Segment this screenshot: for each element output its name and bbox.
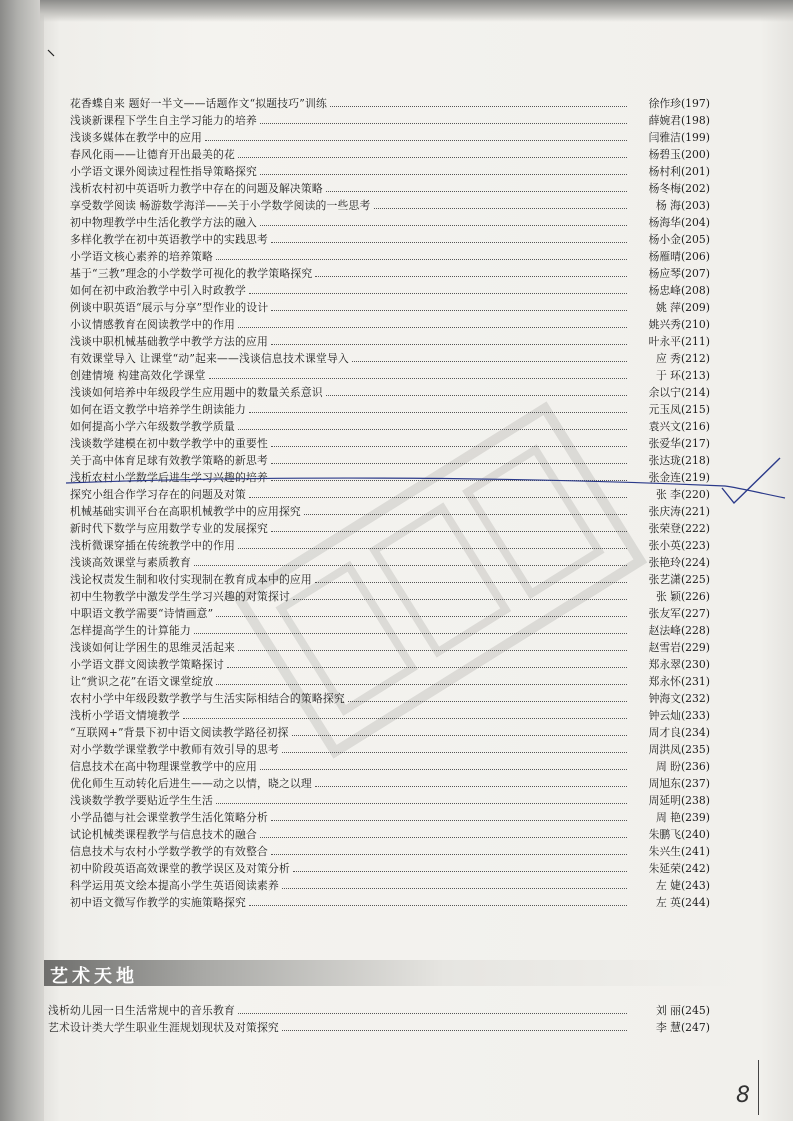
dot-leader (348, 690, 627, 702)
toc-entry (70, 673, 710, 690)
dot-leader (282, 741, 627, 753)
dot-leader (293, 860, 627, 872)
entry-title: 如何在初中政治教学中引入时政教学 (70, 284, 246, 297)
toc-entry (70, 724, 710, 741)
dot-leader (216, 605, 627, 617)
entry-author-page: 杨 海(203) (655, 199, 710, 212)
dot-leader (260, 163, 627, 175)
entry-title: 小学语文课外阅读过程性指导策略探究 (70, 165, 257, 178)
entry-title: 浅论权责发生制和收付实现制在教育成本中的应用 (70, 573, 312, 586)
entry-title: 信息技术在高中物理课堂教学中的应用 (70, 760, 257, 773)
toc-entry (70, 435, 710, 452)
entry-title: 怎样提高学生的计算能力 (70, 624, 191, 637)
toc-entry (70, 367, 710, 384)
toc-entry (70, 758, 710, 775)
entry-title: “互联网+”背景下初中语文阅读教学路径初探 (70, 726, 289, 739)
dot-leader (183, 707, 627, 719)
entry-title: 艺术设计类大学生职业生涯规划现状及对策探究 (48, 1021, 279, 1034)
section-header-art (44, 960, 764, 986)
toc-entry (70, 571, 710, 588)
entry-author-page: 杨忠峰(208) (648, 284, 710, 297)
dot-leader (315, 775, 627, 787)
entry-author-page: 朱兴生(241) (648, 845, 710, 858)
entry-title: 初中物理教学中生活化教学方法的融入 (70, 216, 257, 229)
entry-title: 优化师生互动转化后进生——动之以情，晓之以理 (70, 777, 312, 790)
dot-leader (216, 792, 627, 804)
toc-entry (70, 401, 710, 418)
entry-author-page: 杨冬梅(202) (648, 182, 710, 195)
entry-title: 花香蝶自来 题好一半文——话题作文“拟题技巧”训练 (70, 97, 328, 110)
toc-entry (70, 197, 710, 214)
entry-title: 浅析农村初中英语听力教学中存在的问题及解决策略 (70, 182, 323, 195)
entry-title: 春风化雨——让德育开出最美的花 (70, 148, 235, 161)
entry-title: 浅谈高效课堂与素质教育 (70, 556, 191, 569)
entry-author-page: 张 颖(226) (655, 590, 710, 603)
entry-title: 农村小学中年级段数学教学与生活实际相结合的策略探究 (70, 692, 345, 705)
dot-leader (271, 435, 627, 447)
book-binding-shadow (0, 0, 44, 1121)
entry-title: 浅谈如何让学困生的思维灵活起来 (70, 641, 235, 654)
toc-entry (70, 452, 710, 469)
toc-entry (70, 129, 710, 146)
dot-leader (260, 112, 627, 124)
entry-title: 浅析幼儿园一日生活常规中的音乐教育 (48, 1004, 235, 1017)
dot-leader (271, 299, 627, 311)
toc-entry (48, 1002, 710, 1019)
dot-leader (271, 231, 627, 243)
toc-entry (70, 707, 710, 724)
dot-leader (249, 282, 627, 294)
toc-entry (70, 384, 710, 401)
dot-leader (260, 826, 627, 838)
toc-entry (70, 180, 710, 197)
dot-leader (205, 129, 627, 141)
entry-author-page: 张艺潇(225) (648, 573, 710, 586)
entry-author-page: 郑永翠(230) (648, 658, 710, 671)
toc-entry (70, 656, 710, 673)
dot-leader (326, 384, 627, 396)
entry-title: 如何在语文教学中培养学生朗读能力 (70, 403, 246, 416)
entry-author-page: 余以宁(214) (648, 386, 710, 399)
table-of-contents (70, 95, 710, 911)
entry-title: 让“赏识之花”在语文课堂绽放 (70, 675, 214, 688)
dot-leader (209, 367, 627, 379)
toc-entry (70, 605, 710, 622)
toc-entry (70, 350, 710, 367)
toc-entry (70, 469, 710, 486)
entry-author-page: 张小英(223) (648, 539, 710, 552)
entry-author-page: 杨应琴(207) (648, 267, 710, 280)
entry-title: 初中生物教学中激发学生学习兴趣的对策探讨 (70, 590, 290, 603)
toc-entry (70, 316, 710, 333)
dot-leader (271, 452, 627, 464)
dot-leader (260, 214, 627, 226)
entry-author-page: 周才良(234) (648, 726, 710, 739)
entry-author-page: 张爱华(217) (648, 437, 710, 450)
entry-title: 例谈中职英语“展示与分享”型作业的设计 (70, 301, 269, 314)
entry-author-page: 杨小金(205) (648, 233, 710, 246)
entry-author-page: 郑永怀(231) (648, 675, 710, 688)
dot-leader (282, 877, 627, 889)
toc-entry (48, 1019, 710, 1036)
toc-entry (70, 265, 710, 282)
entry-author-page: 闫雅洁(199) (648, 131, 710, 144)
entry-title: 试论机械类课程教学与信息技术的融合 (70, 828, 257, 841)
entry-title: 中职语文教学需要“诗情画意” (70, 607, 214, 620)
entry-title: 探究小组合作学习存在的问题及对策 (70, 488, 246, 501)
toc-entry (70, 95, 710, 112)
entry-title: 浅谈数学建模在初中数学教学中的重要性 (70, 437, 268, 450)
entry-title: 浅谈数学教学要贴近学生生活 (70, 794, 213, 807)
toc-entry (70, 639, 710, 656)
dot-leader (292, 724, 627, 736)
table-of-contents-art (48, 1002, 710, 1036)
entry-title: 小学语文群文阅读教学策略探讨 (70, 658, 224, 671)
entry-author-page: 朱延荣(242) (648, 862, 710, 875)
entry-author-page: 钟云灿(233) (648, 709, 710, 722)
toc-entry (70, 775, 710, 792)
dot-leader (293, 588, 627, 600)
entry-title: 新时代下数学与应用数学专业的发展探究 (70, 522, 268, 535)
section-title: 艺术天地 (50, 966, 138, 987)
dot-leader (330, 95, 627, 107)
toc-entry (70, 826, 710, 843)
dot-leader (374, 197, 627, 209)
dot-leader (238, 1002, 627, 1014)
dot-leader (249, 486, 627, 498)
entry-title: 浅谈多媒体在教学中的应用 (70, 131, 202, 144)
entry-author-page: 张艳玲(224) (648, 556, 710, 569)
dot-leader (304, 503, 627, 515)
toc-entry (70, 248, 710, 265)
dot-leader (216, 248, 627, 260)
dot-leader (238, 418, 627, 430)
toc-entry (70, 282, 710, 299)
dot-leader (238, 146, 627, 158)
dot-leader (271, 809, 627, 821)
dot-leader (194, 554, 627, 566)
entry-author-page: 刘 丽(245) (655, 1004, 710, 1017)
entry-author-page: 周延明(238) (648, 794, 710, 807)
toc-entry (70, 112, 710, 129)
dot-leader (326, 180, 627, 192)
toc-entry (70, 894, 710, 911)
entry-title: 浅析农村小学数学后进生学习兴趣的培养 (70, 471, 268, 484)
dot-leader (194, 622, 627, 634)
entry-title: 关于高中体育足球有效教学策略的新思考 (70, 454, 268, 467)
toc-entry (70, 537, 710, 554)
toc-entry (70, 554, 710, 571)
toc-entry (70, 503, 710, 520)
entry-author-page: 左 英(244) (655, 896, 710, 909)
entry-author-page: 赵雪岩(229) (648, 641, 710, 654)
entry-title: 浅析微课穿插在传统教学中的作用 (70, 539, 235, 552)
toc-entry (70, 163, 710, 180)
entry-author-page: 周旭东(237) (648, 777, 710, 790)
dot-leader (271, 469, 627, 481)
dot-leader (238, 316, 627, 328)
entry-title: 浅析小学语文情境教学 (70, 709, 180, 722)
dot-leader (238, 537, 627, 549)
entry-author-page: 徐作珍(197) (648, 97, 710, 110)
dot-leader (227, 656, 627, 668)
entry-author-page: 于 环(213) (655, 369, 710, 382)
toc-entry (70, 520, 710, 537)
toc-entry (70, 792, 710, 809)
dot-leader (249, 894, 627, 906)
toc-entry (70, 843, 710, 860)
entry-author-page: 应 秀(212) (655, 352, 710, 365)
entry-title: 小学品德与社会课堂教学生活化策略分析 (70, 811, 268, 824)
entry-author-page: 张友军(227) (648, 607, 710, 620)
dot-leader (271, 333, 627, 345)
entry-title: 初中阶段英语高效课堂的教学误区及对策分析 (70, 862, 290, 875)
dot-leader (315, 571, 627, 583)
dot-leader (249, 401, 627, 413)
entry-author-page: 张达珑(218) (648, 454, 710, 467)
dot-leader (260, 758, 627, 770)
entry-author-page: 元玉凤(215) (648, 403, 710, 416)
entry-author-page: 张金连(219) (648, 471, 710, 484)
toc-entry (70, 231, 710, 248)
toc-entry (70, 146, 710, 163)
entry-title: 创建情境 构建高效化学课堂 (70, 369, 206, 382)
toc-entry (70, 877, 710, 894)
toc-entry (70, 486, 710, 503)
toc-entry (70, 741, 710, 758)
dot-leader (238, 639, 627, 651)
entry-author-page: 杨雁晴(206) (648, 250, 710, 263)
entry-author-page: 张 李(220) (655, 488, 710, 501)
dot-leader (282, 1019, 627, 1031)
entry-title: 享受数学阅读 畅游数学海洋——关于小学数学阅读的一些思考 (70, 199, 371, 212)
entry-author-page: 叶永平(211) (648, 335, 710, 348)
entry-author-page: 左 婕(243) (655, 879, 710, 892)
entry-author-page: 袁兴文(216) (648, 420, 710, 433)
entry-author-page: 周洪凤(235) (648, 743, 710, 756)
toc-entry (70, 690, 710, 707)
toc-entry (70, 299, 710, 316)
toc-entry (70, 418, 710, 435)
toc-entry (70, 214, 710, 231)
entry-title: 小议情感教育在阅读教学中的作用 (70, 318, 235, 331)
entry-title: 小学语文核心素养的培养策略 (70, 250, 213, 263)
toc-entry (70, 860, 710, 877)
entry-title: 对小学数学课堂教学中教师有效引导的思考 (70, 743, 279, 756)
entry-title: 如何提高小学六年级数学教学质量 (70, 420, 235, 433)
entry-title: 多样化教学在初中英语教学中的实践思考 (70, 233, 268, 246)
toc-entry (70, 809, 710, 826)
entry-author-page: 张庆涛(221) (648, 505, 710, 518)
dot-leader (315, 265, 627, 277)
entry-title: 浅谈新课程下学生自主学习能力的培养 (70, 114, 257, 127)
margin-pen-line (758, 1060, 759, 1115)
entry-title: 基于“三教”理念的小学数学可视化的教学策略探究 (70, 267, 313, 280)
entry-author-page: 杨村利(201) (648, 165, 710, 178)
page-top-shadow (40, 0, 793, 22)
toc-entry (70, 333, 710, 350)
entry-author-page: 薛婉君(198) (648, 114, 710, 127)
handwritten-page-number: 8 (736, 1083, 750, 1108)
entry-author-page: 周 盼(236) (655, 760, 710, 773)
dot-leader (271, 520, 627, 532)
toc-entry (70, 588, 710, 605)
entry-author-page: 杨碧玉(200) (648, 148, 710, 161)
toc-entry (70, 622, 710, 639)
entry-author-page: 杨海华(204) (648, 216, 710, 229)
entry-author-page: 李 慧(247) (655, 1021, 710, 1034)
entry-title: 浅谈中职机械基础教学中教学方法的应用 (70, 335, 268, 348)
entry-author-page: 钟海文(232) (648, 692, 710, 705)
entry-author-page: 张荣登(222) (648, 522, 710, 535)
entry-title: 有效课堂导入 让课堂“动”起来——浅谈信息技术课堂导入 (70, 352, 349, 365)
entry-title: 信息技术与农村小学数学教学的有效整合 (70, 845, 268, 858)
entry-title: 科学运用英文绘本提高小学生英语阅读素养 (70, 879, 279, 892)
entry-author-page: 姚 萍(209) (655, 301, 710, 314)
dot-leader (271, 843, 627, 855)
entry-author-page: 周 艳(239) (655, 811, 710, 824)
entry-author-page: 朱鹏飞(240) (648, 828, 710, 841)
entry-title: 初中语文微写作教学的实施策略探究 (70, 896, 246, 909)
entry-author-page: 赵法峰(228) (648, 624, 710, 637)
entry-author-page: 姚兴秀(210) (648, 318, 710, 331)
dot-leader (216, 673, 627, 685)
dot-leader (352, 350, 627, 362)
entry-title: 机械基础实训平台在高职机械教学中的应用探究 (70, 505, 301, 518)
entry-title: 浅谈如何培养中年级段学生应用题中的数量关系意识 (70, 386, 323, 399)
